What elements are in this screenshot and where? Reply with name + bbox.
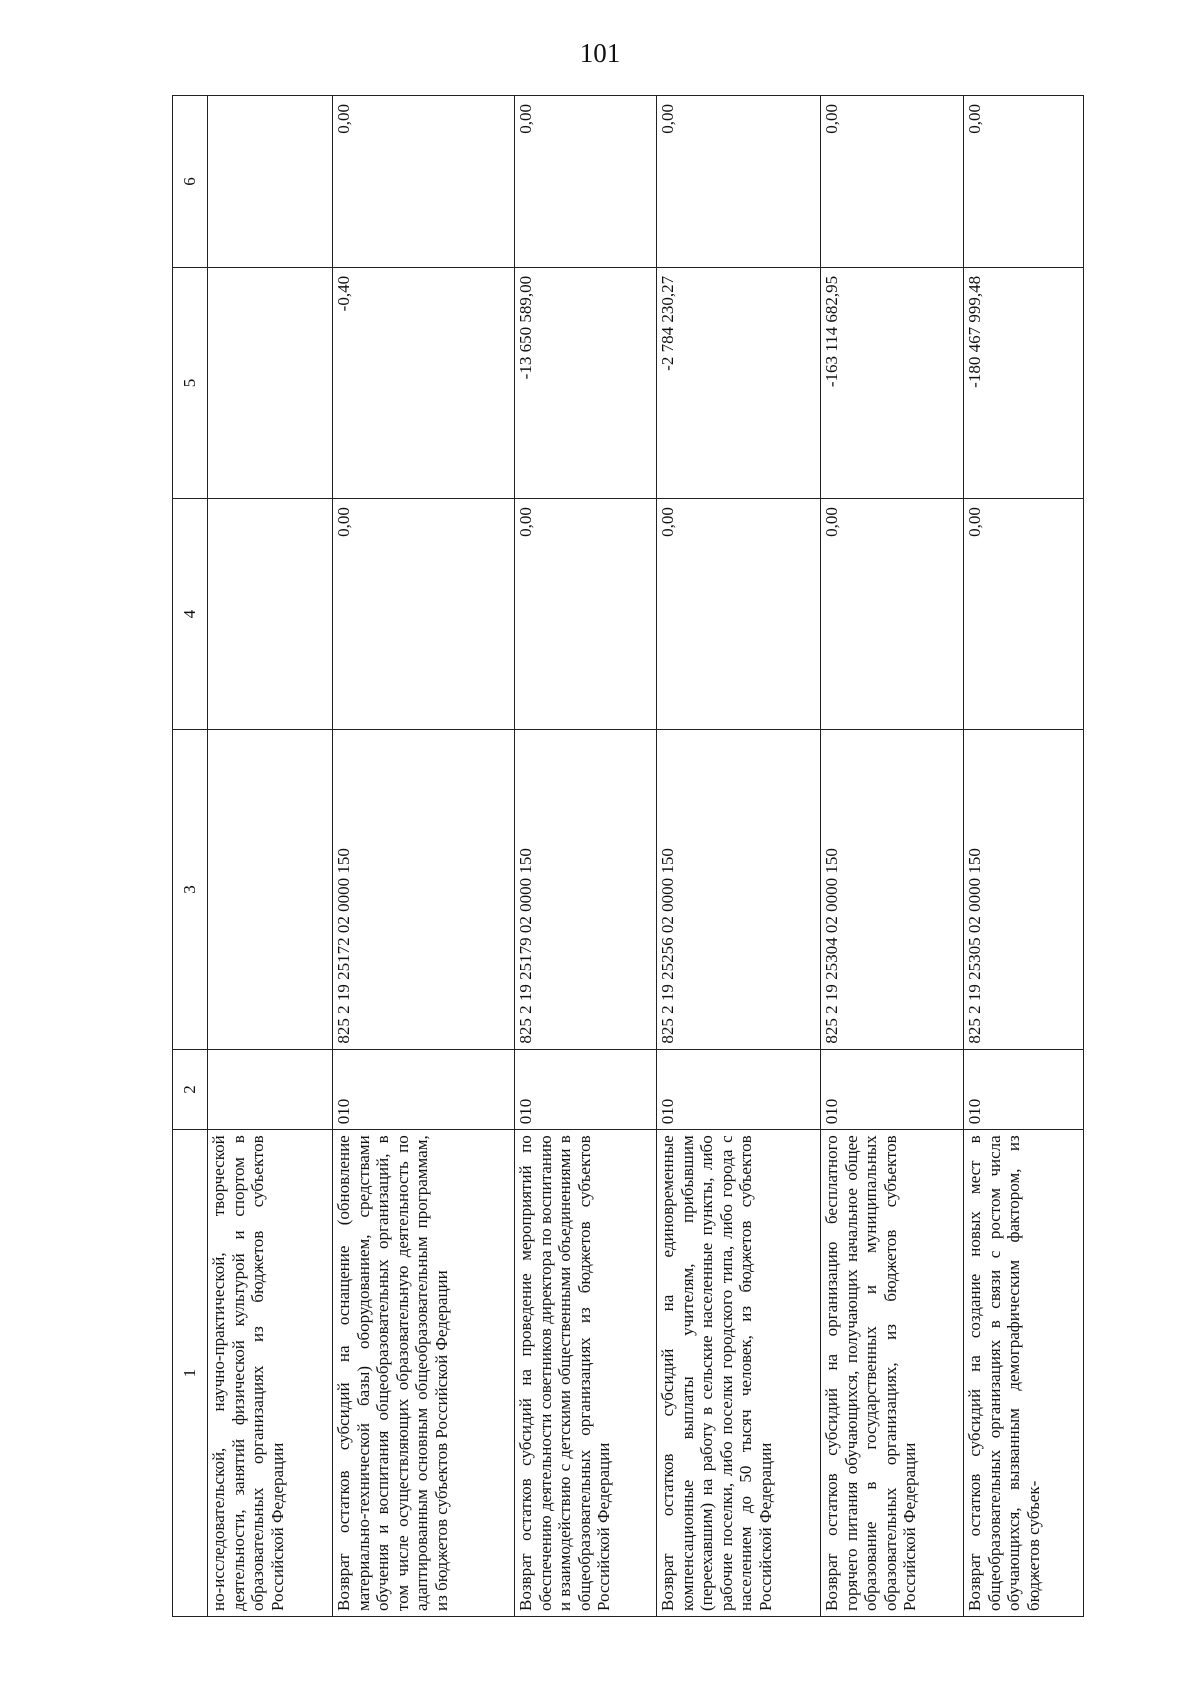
row-admin-code: 010 xyxy=(964,1049,1084,1130)
row-col5-value: -0,40 xyxy=(333,267,515,498)
row-budget-code: 825 2 19 25304 02 0000 150 xyxy=(821,730,964,1049)
row-description: Возврат остатков субсидий на организацию бесплатного горячего питания обучающихся, получающих начальное общее образование в государственных и муниципальных образовательных организациях, из бюджетов субъектов Российской Федерации xyxy=(821,1130,964,1617)
row-admin-code: 010 xyxy=(515,1049,657,1130)
table-row xyxy=(208,96,333,1617)
revenue-table xyxy=(172,95,1084,1617)
page-number: 101 xyxy=(579,38,621,68)
row-col4-value: 0,00 xyxy=(333,499,515,730)
row-admin-code xyxy=(208,1049,333,1130)
row-admin-code: 010 xyxy=(657,1049,821,1130)
table-row xyxy=(657,96,821,1617)
header-col-5: 5 xyxy=(173,267,208,498)
table-row xyxy=(515,96,657,1617)
row-col6-value: 0,00 xyxy=(657,96,821,268)
table-row xyxy=(821,96,964,1617)
row-col5-value: -163 114 682,95 xyxy=(821,267,964,498)
header-col-6: 6 xyxy=(173,96,208,268)
row-admin-code: 010 xyxy=(333,1049,515,1130)
table-row xyxy=(964,96,1084,1617)
row-col4-value: 0,00 xyxy=(964,499,1084,730)
row-budget-code: 825 2 19 25256 02 0000 150 xyxy=(657,730,821,1049)
row-col4-value xyxy=(208,499,333,730)
row-col5-value: -180 467 999,48 xyxy=(964,267,1084,498)
row-description: Возврат остатков субсидий на создание новых мест в общеобразовательных организациях в связи с ростом числа обучающихся, вызванным демографическим фактором, из бюджетов субъек- xyxy=(964,1130,1084,1617)
row-budget-code: 825 2 19 25179 02 0000 150 xyxy=(515,730,657,1049)
row-col6-value: 0,00 xyxy=(964,96,1084,268)
row-budget-code xyxy=(208,730,333,1049)
row-description: Возврат остатков субсидий на проведение мероприятий по обеспечению деятельности советников директора по воспитанию и взаимодействию с детскими общественными объединениями в общеобразовательных организациях из бюджетов субъектов Российской Федерации xyxy=(515,1130,657,1617)
row-col6-value xyxy=(208,96,333,268)
row-budget-code: 825 2 19 25172 02 0000 150 xyxy=(333,730,515,1049)
row-admin-code: 010 xyxy=(821,1049,964,1130)
row-budget-code: 825 2 19 25305 02 0000 150 xyxy=(964,730,1084,1049)
rotated-table-container xyxy=(172,95,1080,1617)
header-col-1: 1 xyxy=(173,1130,208,1617)
row-col5-value: -2 784 230,27 xyxy=(657,267,821,498)
header-col-3: 3 xyxy=(173,730,208,1049)
row-col6-value: 0,00 xyxy=(821,96,964,268)
table-row xyxy=(333,96,515,1617)
table-header-row xyxy=(173,96,208,1617)
row-col6-value: 0,00 xyxy=(515,96,657,268)
row-col4-value: 0,00 xyxy=(515,499,657,730)
row-col5-value xyxy=(208,267,333,498)
row-description: но-исследовательской, научно-практической, творческой деятельности, занятий физической культурой и спортом в образовательных организациях из бюджетов субъектов Российской Федерации xyxy=(208,1130,333,1617)
header-col-2: 2 xyxy=(173,1049,208,1130)
row-col5-value: -13 650 589,00 xyxy=(515,267,657,498)
header-col-4: 4 xyxy=(173,499,208,730)
row-description: Возврат остатков субсидий на единовременные компенсационные выплаты учителям, прибывшим (переехавшим) на работу в сельские населенные пункты, либо рабочие поселки, либо поселки городского типа, либо города с населением до 50 тысяч человек, из бюджетов субъектов Российской Федерации xyxy=(657,1130,821,1617)
row-col4-value: 0,00 xyxy=(821,499,964,730)
row-col4-value: 0,00 xyxy=(657,499,821,730)
row-description: Возврат остатков субсидий на оснащение (обновление материально-технической базы) оборудованием, средствами обучения и воспитания общеобразовательных организаций, в том числе осуществляющих образовательную деятельность по адаптированным основным общеобразовательным программам, из бюджетов субъектов Российской Федерации xyxy=(333,1130,515,1617)
row-col6-value: 0,00 xyxy=(333,96,515,268)
